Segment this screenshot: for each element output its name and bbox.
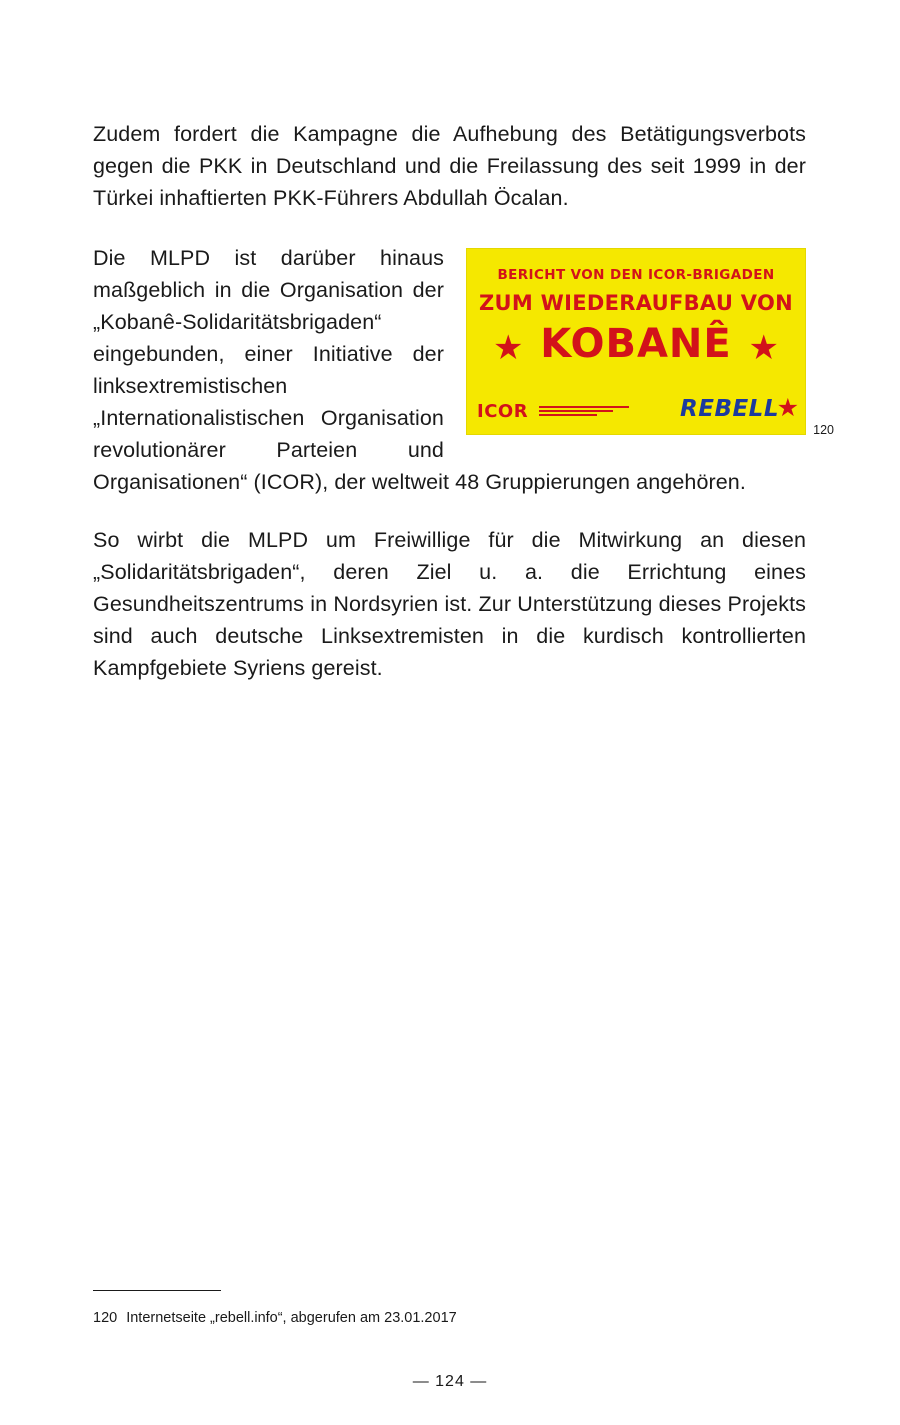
- paragraph-2: Die MLPD ist darüber hinaus maßgeblich in die Organisation der „Kobanê-Solidaritätsbrigaden“ eingebunden, einer Initiative der linksextremistischen „Internationalistischen Organisation revolutionärer Parteien und Organisationen“ (ICOR), der weltweit 48 Gruppierungen angehören.: [93, 246, 746, 494]
- poster-title: KOBANÊ: [540, 321, 732, 367]
- paragraph-3: So wirbt die MLPD um Freiwillige für die Mitwirkung an diesen „Solidaritätsbrigaden“, deren Ziel u. a. die Errichtung eines Gesundheitszentrums in Nordsyrien ist. Zur Unterstützung dieses Projekts sind auch deutsche Linksextremisten in die kurdisch kontrollierten Kampfgebiete Syriens gereist.: [93, 528, 806, 680]
- page-content: [93, 118, 834, 684]
- footnote-divider: [93, 1290, 221, 1291]
- poster-footer: [467, 392, 805, 426]
- paragraph-spacer: [93, 214, 806, 242]
- figure-kobane-poster: [466, 248, 834, 437]
- figure-footnote-marker: 120: [813, 423, 834, 437]
- poster-image: [466, 248, 806, 435]
- footnote-number: 120: [93, 1310, 118, 1326]
- star-icon-right: ★: [748, 329, 779, 367]
- star-icon-left: ★: [493, 329, 524, 367]
- icor-bars-decoration: [539, 406, 629, 418]
- icor-logo: ICOR: [477, 401, 529, 422]
- poster-headline-1: BERICHT VON DEN ICOR-BRIGADEN: [497, 267, 775, 283]
- page-number: — 124 —: [412, 1373, 488, 1390]
- footnote: [93, 1308, 806, 1328]
- rebell-star-icon: ★: [776, 394, 799, 422]
- poster-headline-2: ZUM WIEDERAUFBAU VON: [478, 291, 794, 315]
- rebell-logo: REBELL: [680, 396, 779, 422]
- paragraph-1: Zudem fordert die Kampagne die Aufhebung des Betätigungsverbots gegen die PKK in Deutschland und die Freilassung des seit 1999 in der Türkei inhaftierten PKK-Führers Abdullah Öcalan.: [93, 122, 806, 210]
- footnote-text: Internetseite „rebell.info“, abgerufen am 23.01.2017: [126, 1310, 457, 1326]
- paragraph-spacer-2: [93, 498, 806, 524]
